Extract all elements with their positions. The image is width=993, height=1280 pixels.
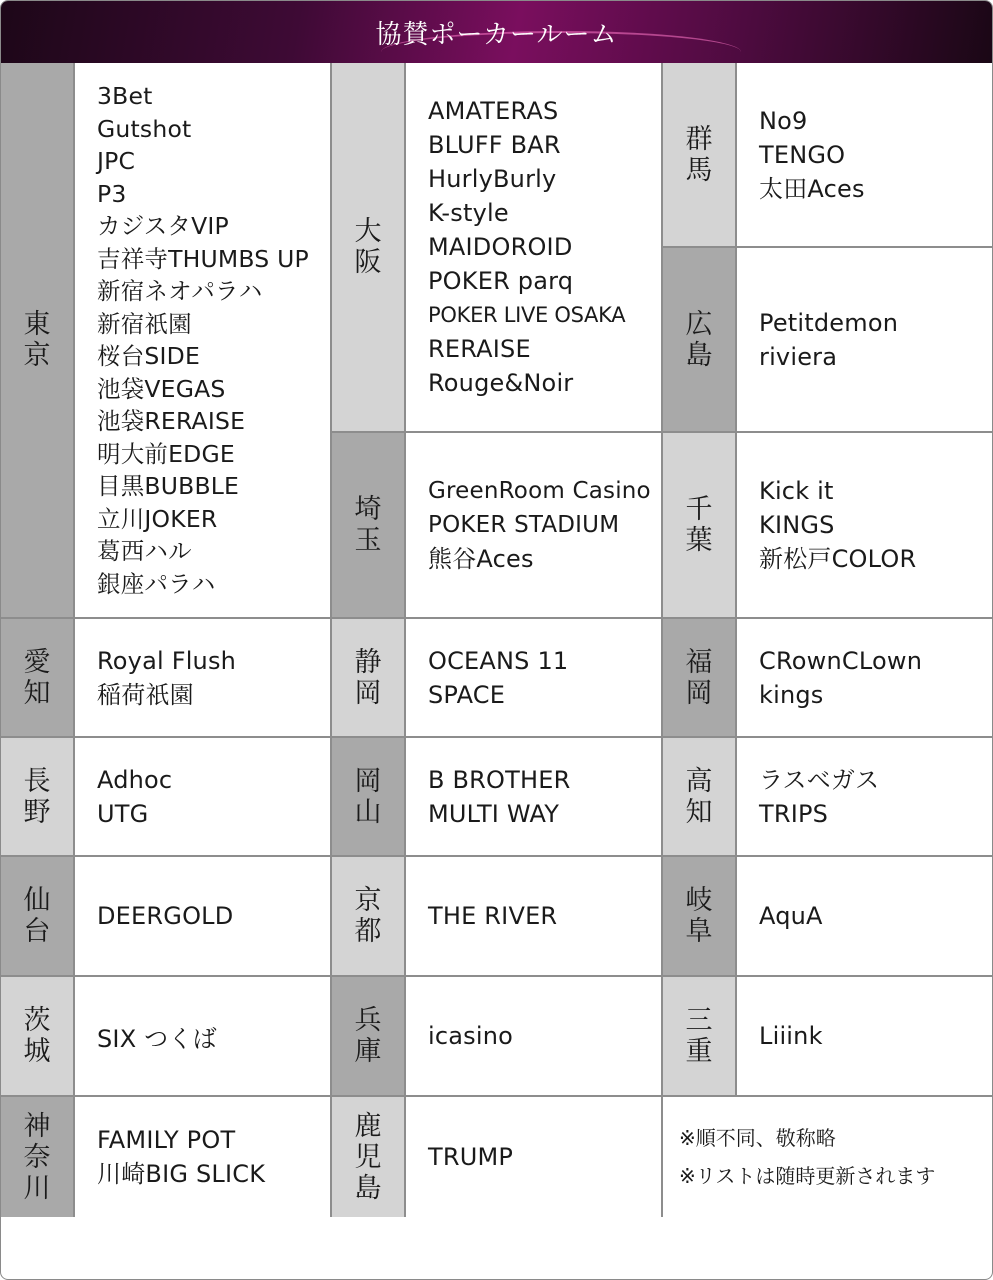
pref-kanagawa [1, 1097, 75, 1217]
pref-kyoto [332, 857, 406, 977]
venues-sendai [75, 857, 332, 977]
pref-gunma [663, 63, 737, 248]
venue-item: 太田Aces [759, 174, 865, 203]
venue-item: Rouge&Noir [428, 369, 574, 397]
pref-char: 三 [685, 1005, 713, 1036]
pref-fukuoka [663, 619, 737, 738]
pref-char: 馬 [685, 154, 713, 186]
venue-item: KINGS [759, 511, 835, 539]
pref-char: 兵 [354, 1005, 382, 1036]
pref-mie [663, 977, 737, 1097]
pref-char: 鹿 [354, 1110, 382, 1142]
note-item: ※リストは随時更新されます [679, 1164, 936, 1188]
venue-item: TENGO [759, 140, 846, 169]
venue-item: 銀座パラハ [97, 569, 216, 598]
venue-item: 新松戸COLOR [759, 545, 917, 573]
pref-okayama [332, 738, 406, 857]
venue-item: 池袋VEGAS [97, 374, 226, 403]
venue-item: FAMILY POT [97, 1126, 236, 1154]
pref-char: 群 [685, 123, 713, 155]
venue-item: 新宿祇園 [97, 309, 192, 338]
pref-sendai [1, 857, 75, 977]
venues-osaka [406, 63, 663, 433]
pref-gifu [663, 857, 737, 977]
pref-tokyo [1, 63, 75, 619]
venue-item: SPACE [428, 680, 506, 709]
venue-item: 立川JOKER [97, 504, 218, 533]
notes [663, 1097, 992, 1217]
pref-char: 阪 [354, 247, 382, 278]
venue-item: JPC [97, 147, 136, 175]
venue-item: POKER STADIUM [428, 512, 620, 538]
pref-char: 山 [354, 796, 382, 828]
pref-char: 知 [685, 796, 713, 828]
venue-item: K-style [428, 199, 509, 227]
venue-item: GreenRoom Casino [428, 478, 651, 504]
pref-char: 東 [23, 309, 51, 340]
pref-char: 台 [23, 916, 51, 947]
pref-aichi [1, 619, 75, 738]
pref-char: 高 [685, 765, 713, 797]
venues-fukuoka [737, 619, 992, 738]
venue-item: HurlyBurly [428, 165, 557, 193]
pref-char: 川 [23, 1172, 51, 1204]
venues-kanagawa [75, 1097, 332, 1217]
venues-mie [737, 977, 992, 1097]
venue-item: 熊谷Aces [428, 545, 534, 573]
venue-item: 池袋RERAISE [97, 407, 246, 435]
pref-char: 庫 [354, 1036, 382, 1067]
venue-item: 新宿ネオパラハ [97, 277, 263, 305]
venues-okayama [406, 738, 663, 857]
venue-item: AMATERAS [428, 97, 559, 125]
venue-item: 3Bet [97, 82, 153, 110]
venues-kochi [737, 738, 992, 857]
pref-char: 千 [685, 494, 713, 525]
pref-char: 京 [23, 340, 51, 371]
venue-item: MAIDOROID [428, 233, 573, 261]
pref-kagoshima [332, 1097, 406, 1217]
header-banner [1, 1, 992, 63]
pref-char: 茨 [23, 1005, 51, 1036]
venue-item: 明大前EDGE [97, 439, 235, 468]
pref-char: 知 [23, 677, 51, 709]
pref-char: 広 [685, 308, 713, 340]
venue-item: カジスタVIP [97, 212, 229, 240]
venues-hyogo [406, 977, 663, 1097]
venue-item: Petitdemon [759, 308, 899, 337]
venues-gunma [737, 63, 992, 248]
venue-item: Liiink [759, 1022, 823, 1050]
venues-tokyo [75, 63, 332, 619]
venue-item: Royal Flush [97, 646, 237, 675]
pref-char: 静 [354, 646, 382, 678]
pref-char: 岡 [354, 765, 382, 797]
pref-char: 岡 [354, 677, 382, 709]
venue-item: TRIPS [759, 799, 829, 828]
pref-char: 岐 [685, 885, 713, 916]
venue-item: POKER LIVE OSAKA [428, 303, 626, 327]
venue-item: POKER parq [428, 267, 574, 295]
venue-item: P3 [97, 179, 127, 208]
venue-item: No9 [759, 106, 808, 135]
pref-char: 葉 [685, 525, 713, 556]
pref-char: 阜 [685, 916, 713, 947]
pref-hyogo [332, 977, 406, 1097]
venue-item: 目黒BUBBLE [97, 472, 240, 500]
venue-item: Adhoc [97, 765, 173, 794]
venue-item: BLUFF BAR [428, 131, 561, 159]
venues-aichi [75, 619, 332, 738]
pref-char: 仙 [23, 885, 51, 916]
venues-ibaraki [75, 977, 332, 1097]
venue-grid [1, 63, 992, 1279]
pref-char: 都 [354, 916, 382, 947]
venue-item: Gutshot [97, 114, 192, 143]
pref-char: 島 [685, 339, 713, 371]
venue-item: icasino [428, 1022, 514, 1050]
venue-item: AquA [759, 902, 823, 930]
venue-item: MULTI WAY [428, 799, 560, 828]
pref-char: 埼 [354, 494, 382, 525]
venues-gifu [737, 857, 992, 977]
pref-char: 城 [23, 1036, 51, 1067]
pref-char: 奈 [23, 1141, 51, 1173]
pref-char: 神 [23, 1110, 51, 1142]
pref-char: 大 [354, 216, 382, 247]
venue-item: riviera [759, 342, 838, 371]
venue-item: B BROTHER [428, 765, 571, 794]
pref-kochi [663, 738, 737, 857]
venue-item: ラスベガス [759, 765, 880, 794]
page-title: 協賛ポーカールーム [375, 19, 618, 50]
pref-shizuoka [332, 619, 406, 738]
venue-item: UTG [97, 799, 149, 828]
venues-shizuoka [406, 619, 663, 738]
pref-char: 児 [354, 1141, 382, 1173]
pref-char: 野 [23, 796, 51, 828]
pref-nagano [1, 738, 75, 857]
venues-saitama [406, 433, 663, 619]
pref-chiba [663, 433, 737, 619]
venue-item: 川崎BIG SLICK [97, 1160, 266, 1188]
venues-kagoshima [406, 1097, 663, 1217]
venues-kyoto [406, 857, 663, 977]
pref-osaka [332, 63, 406, 433]
pref-char: 岡 [685, 677, 713, 709]
pref-char: 京 [354, 885, 382, 916]
venue-item: Kick it [759, 477, 834, 505]
pref-ibaraki [1, 977, 75, 1097]
venue-item: DEERGOLD [97, 902, 234, 930]
venue-item: 吉祥寺THUMBS UP [97, 244, 309, 273]
venue-item: CRownCLown [759, 646, 923, 675]
pref-char: 重 [685, 1036, 713, 1067]
venues-chiba [737, 433, 992, 619]
venue-item: RERAISE [428, 335, 531, 363]
venue-item: THE RIVER [428, 902, 558, 930]
venue-item: 葛西ハル [97, 537, 192, 565]
pref-char: 長 [23, 765, 51, 797]
venues-hiroshima [737, 248, 992, 433]
pref-char: 島 [354, 1172, 382, 1204]
venue-item: 稲荷祇園 [97, 680, 194, 709]
venue-item: TRUMP [428, 1143, 514, 1171]
note-item: ※順不同、敬称略 [679, 1126, 836, 1150]
venues-nagano [75, 738, 332, 857]
venue-item: OCEANS 11 [428, 646, 569, 675]
venue-item: 桜台SIDE [97, 342, 200, 370]
pref-hiroshima [663, 248, 737, 433]
venue-item: SIX つくば [97, 1024, 217, 1053]
venue-item: kings [759, 680, 824, 709]
pref-char: 福 [685, 646, 713, 678]
pref-char: 玉 [354, 525, 382, 556]
pref-saitama [332, 433, 406, 619]
pref-char: 愛 [23, 646, 51, 678]
